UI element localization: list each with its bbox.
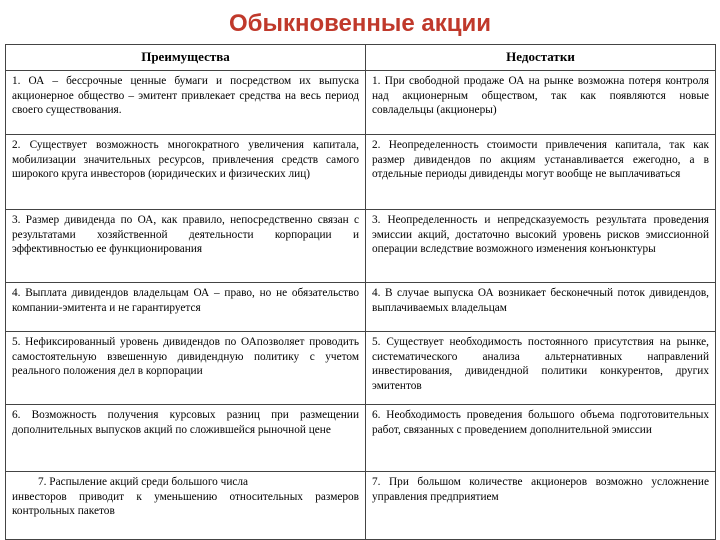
header-disadvantages: Недостатки: [366, 45, 716, 71]
advantage-cell: 6. Возможность получения курсовых разниц при размещении дополнительных выпусков акций по сложившейся рыночной цене: [6, 405, 366, 472]
table-row: [6, 283, 716, 332]
table-row: [6, 210, 716, 283]
disadvantage-cell: 2. Неопределенность стоимости привлечения капитала, так как размер дивидендов по акциям устанавливается ежегодно, а в отдельные периоды дивиденды могут вообще не выплачиваться: [366, 135, 716, 210]
table-row: [6, 135, 716, 210]
disadvantage-cell: 7. При большом количестве акционеров возможно усложнение управления предприятием: [366, 472, 716, 540]
table-row: [6, 405, 716, 472]
comparison-table: [5, 44, 716, 540]
table-row: [6, 472, 716, 540]
disadvantage-cell: 6. Необходимость проведения большого объема подготовительных работ, связанных с проведением дополнительной эмиссии: [366, 405, 716, 472]
disadvantage-cell: 3. Неопределенность и непредсказуемость результата проведения эмиссии акций, достаточно высокий уровень рисков эмиссионной операции вследствие возможного изменения конъюнктуры: [366, 210, 716, 283]
advantage-cell: 1. ОА – бессрочные ценные бумаги и посредством их выпуска акционерное общество – эмитент привлекает средства на весь период своего существования.: [6, 71, 366, 135]
advantage-cell: 2. Существует возможность многократного увеличения капитала, мобилизации значительных ресурсов, привлечения средств самого широкого круга инвесторов (юридических и физических лиц): [6, 135, 366, 210]
advantage-cell: 4. Выплата дивидендов владельцам ОА – право, но не обязательство компании-эмитента и не гарантируется: [6, 283, 366, 332]
table-row: [6, 71, 716, 135]
advantage-cell: 3. Размер дивиденда по ОА, как правило, непосредственно связан с результатами хозяйственной деятельности корпорации и эффективностью ее функционирования: [6, 210, 366, 283]
disadvantage-cell: 5. Существует необходимость постоянного присутствия на рынке, систематического анализа альтернативных направлений инвестирования, дивидендной политики конкурентов, других эмитентов: [366, 332, 716, 405]
advantage-first-line: 7. Распыление акций среди большого числа: [38, 476, 249, 488]
advantage-cell: [6, 472, 366, 540]
disadvantage-cell: 1. При свободной продаже ОА на рынке возможна потеря контроля над акционерным обществом, так как появляются новые совладельцы (акционеры): [366, 71, 716, 135]
table-header-row: [6, 45, 716, 71]
header-advantages: Преимущества: [6, 45, 366, 71]
page-title: Обыкновенные акции: [228, 10, 492, 37]
disadvantage-cell: 4. В случае выпуска ОА возникает бесконечный поток дивидендов, выплачиваемых владельцам: [366, 283, 716, 332]
table-row: [6, 332, 716, 405]
advantage-cell: 5. Нефиксированный уровень дивидендов по ОАпозволяет проводить самостоятельную взвешенную дивидендную политику с учетом реального положения дел в корпорации: [6, 332, 366, 405]
advantage-rest: инвесторов приводит к уменьшению относительных размеров контрольных пакетов: [12, 490, 359, 518]
